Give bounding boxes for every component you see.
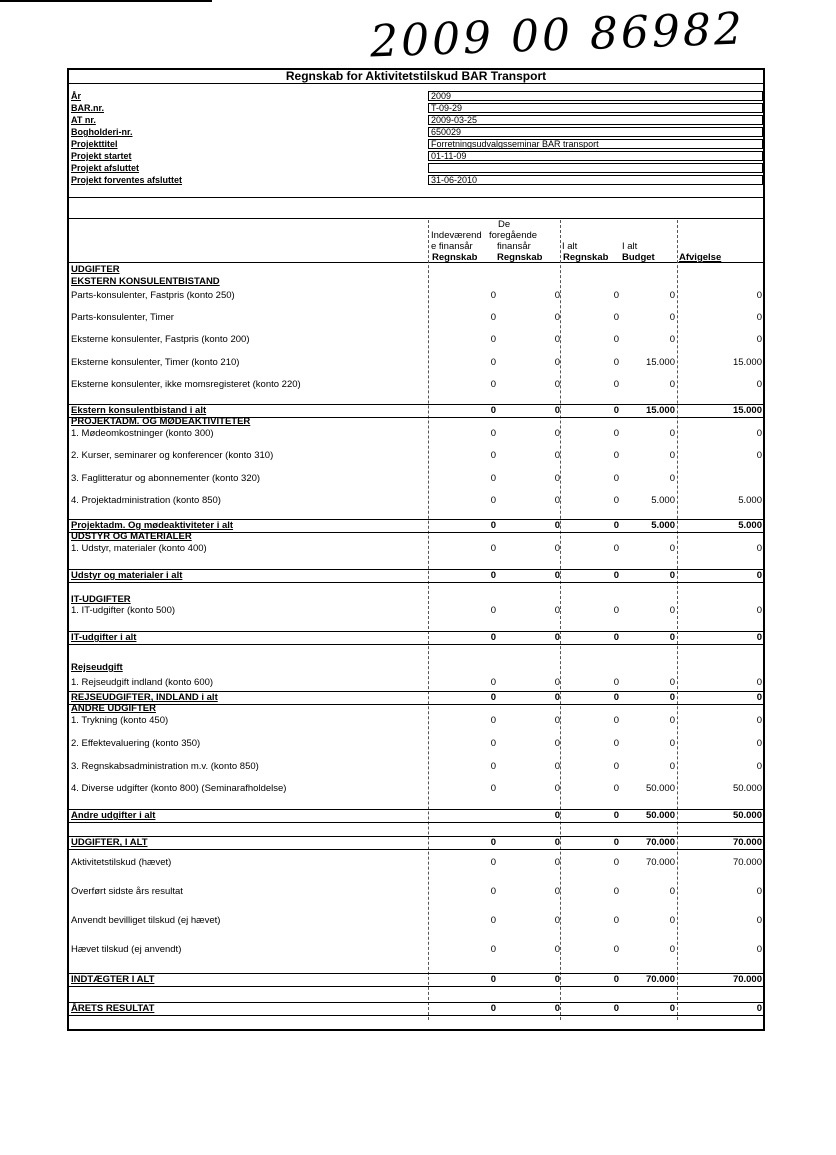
cell-value: 0	[554, 570, 560, 581]
cell-value: 70.000	[645, 837, 675, 848]
cell-value: 0	[756, 450, 762, 461]
cell-value: 0	[490, 837, 496, 848]
cell-value: 50.000	[732, 783, 762, 794]
table-row	[69, 569, 765, 583]
header-budget: Budget	[622, 252, 655, 263]
cell-value: 0	[756, 312, 762, 323]
row-label: INDTÆGTER I ALT	[71, 974, 155, 985]
cell-value: 0	[554, 738, 560, 749]
form-title: Regnskab for Aktivitetstilskud BAR Transport	[69, 69, 763, 84]
cell-value: 0	[490, 334, 496, 345]
cell-value: 0	[490, 677, 496, 688]
row-label: ÅRETS RESULTAT	[71, 1003, 155, 1014]
header-col2-line2: finansår	[497, 241, 531, 252]
cell-value: 0	[613, 974, 619, 985]
header-regnskab-3: Regnskab	[563, 252, 609, 263]
cell-value: 0	[756, 715, 762, 726]
cell-value: 15.000	[645, 357, 675, 368]
info-label: BAR.nr.	[71, 103, 105, 113]
info-value: 650029	[428, 127, 763, 137]
table-row	[69, 715, 765, 727]
cell-value: 0	[669, 450, 675, 461]
header-afvigelse: Afvigelse	[679, 252, 722, 263]
row-label: 1. Rejseudgift indland (konto 600)	[71, 677, 214, 688]
row-label: Hævet tilskud (ej anvendt)	[71, 944, 182, 955]
cell-value: 50.000	[732, 810, 762, 821]
cell-value: 0	[756, 428, 762, 439]
row-label: Rejseudgift	[71, 662, 123, 673]
table-row	[69, 944, 765, 956]
row-label: Anvendt bevilliget tilskud (ej hævet)	[71, 915, 221, 926]
info-label: Projekttitel	[71, 139, 118, 149]
cell-value: 0	[554, 405, 560, 416]
row-label: 1. Mødeomkostninger (konto 300)	[71, 428, 214, 439]
row-label: Eksterne konsulenter, Timer (konto 210)	[71, 357, 240, 368]
row-label: UDGIFTER	[71, 264, 120, 275]
table-row	[69, 973, 765, 987]
cell-value: 0	[756, 605, 762, 616]
cell-value: 0	[669, 290, 675, 301]
row-label: 4. Projektadministration (konto 850)	[71, 495, 221, 506]
divider	[69, 262, 765, 263]
table-row	[69, 836, 765, 850]
cell-value: 0	[554, 632, 560, 643]
cell-value: 0	[669, 944, 675, 955]
cell-value: 15.000	[732, 357, 762, 368]
header-col3-line2: I alt	[562, 241, 578, 252]
cell-value: 0	[756, 738, 762, 749]
info-label: AT nr.	[71, 115, 96, 125]
cell-value: 0	[554, 974, 560, 985]
cell-value: 0	[490, 857, 496, 868]
cell-value: 0	[554, 357, 560, 368]
cell-value: 15.000	[732, 405, 762, 416]
row-label: IT-udgifter i alt	[71, 632, 137, 643]
table-row	[69, 334, 765, 346]
cell-value: 0	[490, 944, 496, 955]
cell-value: 0	[554, 837, 560, 848]
cell-value: 0	[613, 543, 619, 554]
cell-value: 70.000	[732, 974, 762, 985]
cell-value: 0	[490, 783, 496, 794]
info-value: 2009-03-25	[428, 115, 763, 125]
cell-value: 0	[756, 543, 762, 554]
header-col4-line2: I alt	[622, 241, 638, 252]
cell-value: 50.000	[645, 810, 675, 821]
cell-value: 0	[613, 605, 619, 616]
cell-value: 70.000	[732, 857, 762, 868]
table-row	[69, 1002, 765, 1016]
cell-value: 0	[756, 944, 762, 955]
info-value: 31-06-2010	[428, 175, 763, 185]
cell-value: 0	[756, 1003, 762, 1014]
row-label: Andre udgifter i alt	[71, 810, 156, 821]
row-label: UDGIFTER, I ALT	[71, 837, 148, 848]
row-label: PROJEKTADM. OG MØDEAKTIVITETER	[71, 416, 251, 427]
info-label: År	[71, 91, 82, 101]
table-row	[69, 703, 765, 715]
info-row	[69, 103, 765, 114]
row-label: Projektadm. Og mødeaktiviteter i alt	[71, 520, 234, 531]
info-row	[69, 139, 765, 150]
cell-value: 0	[756, 379, 762, 390]
row-label: ANDRE UDGIFTER	[71, 703, 156, 714]
row-label: Parts-konsulenter, Fastpris (konto 250)	[71, 290, 235, 301]
cell-value: 0	[554, 810, 560, 821]
cell-value: 0	[669, 915, 675, 926]
cell-value: 0	[490, 715, 496, 726]
cell-value: 0	[554, 605, 560, 616]
info-row	[69, 115, 765, 126]
header-col1-line1: Indeværend	[431, 230, 482, 241]
table-row	[69, 290, 765, 302]
cell-value: 0	[554, 944, 560, 955]
divider	[69, 218, 765, 219]
cell-value: 0	[669, 428, 675, 439]
info-value: 2009	[428, 91, 763, 101]
cell-value: 0	[756, 886, 762, 897]
cell-value: 5.000	[738, 520, 762, 531]
cell-value: 0	[490, 886, 496, 897]
row-label: Aktivitetstilskud (hævet)	[71, 857, 172, 868]
row-label: IT-UDGIFTER	[71, 594, 131, 605]
cell-value: 0	[490, 605, 496, 616]
cell-value: 0	[756, 334, 762, 345]
cell-value: 0	[613, 405, 619, 416]
cell-value: 0	[669, 738, 675, 749]
info-row	[69, 91, 765, 102]
cell-value: 0	[756, 677, 762, 688]
row-label: Parts-konsulenter, Timer	[71, 312, 174, 323]
handwritten-number: 2009 00 86982	[369, 3, 746, 68]
cell-value: 0	[756, 570, 762, 581]
cell-value: 0	[554, 857, 560, 868]
header-col1-line2: e finansår	[431, 241, 473, 252]
table-row	[69, 677, 765, 689]
header-regnskab-2: Regnskab	[497, 252, 543, 263]
cell-value: 0	[554, 543, 560, 554]
cell-value: 0	[613, 944, 619, 955]
info-value: Forretningsudvalgsseminar BAR transport	[428, 139, 763, 149]
cell-value: 0	[613, 290, 619, 301]
cell-value: 0	[490, 495, 496, 506]
cell-value: 0	[613, 857, 619, 868]
cell-value: 0	[669, 312, 675, 323]
info-value: 01-11-09	[428, 151, 763, 161]
table-row	[69, 312, 765, 324]
table-row	[69, 783, 765, 795]
cell-value: 0	[554, 677, 560, 688]
cell-value: 0	[756, 692, 762, 703]
cell-value: 0	[490, 473, 496, 484]
row-label: 4. Diverse udgifter (konto 800) (Seminarafholdelse)	[71, 783, 287, 794]
row-label: 1. Trykning (konto 450)	[71, 715, 169, 726]
cell-value: 0	[490, 632, 496, 643]
cell-value: 0	[554, 715, 560, 726]
cell-value: 5.000	[738, 495, 762, 506]
cell-value: 0	[490, 570, 496, 581]
table-row	[69, 473, 765, 485]
header-col2-line1: foregående	[489, 230, 538, 241]
row-label: 2. Effektevaluering (konto 350)	[71, 738, 201, 749]
cell-value: 0	[554, 379, 560, 390]
info-row	[69, 163, 765, 174]
cell-value: 0	[613, 428, 619, 439]
cell-value: 0	[669, 473, 675, 484]
cell-value: 0	[669, 692, 675, 703]
info-row	[69, 151, 765, 162]
cell-value: 0	[613, 886, 619, 897]
cell-value: 0	[554, 312, 560, 323]
header-col2-line0: De	[498, 219, 511, 230]
cell-value: 0	[613, 837, 619, 848]
cell-value: 0	[490, 428, 496, 439]
info-value	[428, 163, 763, 173]
row-label: 3. Regnskabsadministration m.v. (konto 850)	[71, 761, 259, 772]
cell-value: 0	[613, 1003, 619, 1014]
cell-value: 0	[613, 783, 619, 794]
cell-value: 0	[669, 715, 675, 726]
cell-value: 0	[554, 692, 560, 703]
info-row	[69, 127, 765, 138]
info-label: Projekt startet	[71, 151, 132, 161]
cell-value: 0	[669, 761, 675, 772]
cell-value: 0	[756, 290, 762, 301]
cell-value: 5.000	[651, 520, 675, 531]
cell-value: 0	[490, 915, 496, 926]
cell-value: 0	[613, 450, 619, 461]
table-row	[69, 857, 765, 869]
cell-value: 0	[554, 520, 560, 531]
cell-value: 0	[613, 761, 619, 772]
cell-value: 5.000	[651, 495, 675, 506]
cell-value: 0	[669, 570, 675, 581]
table-row	[69, 543, 765, 555]
cell-value: 0	[554, 495, 560, 506]
divider	[69, 197, 765, 198]
cell-value: 0	[554, 783, 560, 794]
table-row	[69, 357, 765, 369]
cell-value: 0	[613, 810, 619, 821]
cell-value: 0	[669, 886, 675, 897]
table-row	[69, 631, 765, 645]
cell-value: 0	[756, 632, 762, 643]
cell-value: 0	[756, 761, 762, 772]
cell-value: 0	[613, 715, 619, 726]
cell-value: 0	[669, 632, 675, 643]
cell-value: 0	[554, 290, 560, 301]
cell-value: 70.000	[645, 974, 675, 985]
cell-value: 0	[613, 632, 619, 643]
table-row	[69, 662, 765, 674]
table-row	[69, 915, 765, 927]
row-label: REJSEUDGIFTER, INDLAND i alt	[71, 692, 218, 703]
cell-value: 0	[613, 915, 619, 926]
cell-value: 0	[490, 761, 496, 772]
table-row	[69, 450, 765, 462]
cell-value: 15.000	[645, 405, 675, 416]
cell-value: 0	[669, 334, 675, 345]
header-regnskab-1: Regnskab	[432, 252, 478, 263]
cell-value: 0	[490, 357, 496, 368]
top-rule	[0, 0, 212, 2]
cell-value: 0	[613, 520, 619, 531]
cell-value: 0	[554, 886, 560, 897]
cell-value: 0	[669, 379, 675, 390]
table-row	[69, 886, 765, 898]
table-row	[69, 264, 765, 276]
cell-value: 0	[490, 290, 496, 301]
row-label: Udstyr og materialer i alt	[71, 570, 183, 581]
cell-value: 0	[613, 473, 619, 484]
cell-value: 50.000	[645, 783, 675, 794]
cell-value: 0	[490, 974, 496, 985]
cell-value: 0	[613, 692, 619, 703]
table-row	[69, 379, 765, 391]
row-label: 3. Faglitteratur og abonnementer (konto 320)	[71, 473, 261, 484]
cell-value: 0	[554, 1003, 560, 1014]
cell-value: 0	[554, 428, 560, 439]
table-row	[69, 416, 765, 428]
info-row	[69, 175, 765, 186]
cell-value: 0	[613, 738, 619, 749]
table-row	[69, 531, 765, 543]
cell-value: 0	[613, 312, 619, 323]
cell-value: 0	[490, 543, 496, 554]
row-label: Eksterne konsulenter, Fastpris (konto 200)	[71, 334, 250, 345]
info-label: Projekt forventes afsluttet	[71, 175, 183, 185]
cell-value: 70.000	[645, 857, 675, 868]
cell-value: 0	[490, 692, 496, 703]
cell-value: 0	[490, 738, 496, 749]
table-row	[69, 809, 765, 823]
cell-value: 0	[613, 495, 619, 506]
cell-value: 0	[669, 677, 675, 688]
row-label: Ekstern konsulentbistand i alt	[71, 405, 207, 416]
cell-value: 0	[669, 543, 675, 554]
cell-value: 0	[490, 450, 496, 461]
table-row	[69, 738, 765, 750]
cell-value: 0	[490, 312, 496, 323]
row-label: 1. Udstyr, materialer (konto 400)	[71, 543, 207, 554]
cell-value: 0	[554, 473, 560, 484]
cell-value: 0	[613, 357, 619, 368]
cell-value: 0	[613, 334, 619, 345]
table-row	[69, 428, 765, 440]
cell-value: 0	[554, 450, 560, 461]
cell-value: 0	[669, 605, 675, 616]
cell-value: 0	[613, 677, 619, 688]
cell-value: 0	[756, 915, 762, 926]
cell-value: 0	[490, 1003, 496, 1014]
cell-value: 0	[613, 570, 619, 581]
cell-value: 70.000	[732, 837, 762, 848]
row-label: 2. Kurser, seminarer og konferencer (konto 310)	[71, 450, 274, 461]
cell-value: 0	[613, 379, 619, 390]
info-value: T-09-29	[428, 103, 763, 113]
cell-value: 0	[490, 520, 496, 531]
row-label: UDSTYR OG MATERIALER	[71, 531, 192, 542]
cell-value: 0	[554, 334, 560, 345]
table-row	[69, 761, 765, 773]
row-label: Eksterne konsulenter, ikke momsregisteret (konto 220)	[71, 379, 301, 390]
info-label: Projekt afsluttet	[71, 163, 140, 173]
cell-value: 0	[554, 761, 560, 772]
row-label: Overført sidste års resultat	[71, 886, 183, 897]
cell-value: 0	[490, 405, 496, 416]
cell-value: 0	[554, 915, 560, 926]
cell-value: 0	[669, 1003, 675, 1014]
info-label: Bogholderi-nr.	[71, 127, 133, 137]
table-row	[69, 605, 765, 617]
row-label: 1. IT-udgifter (konto 500)	[71, 605, 176, 616]
table-row	[69, 495, 765, 507]
row-label: EKSTERN KONSULENTBISTAND	[71, 276, 220, 287]
cell-value: 0	[490, 379, 496, 390]
table-row	[69, 276, 765, 288]
